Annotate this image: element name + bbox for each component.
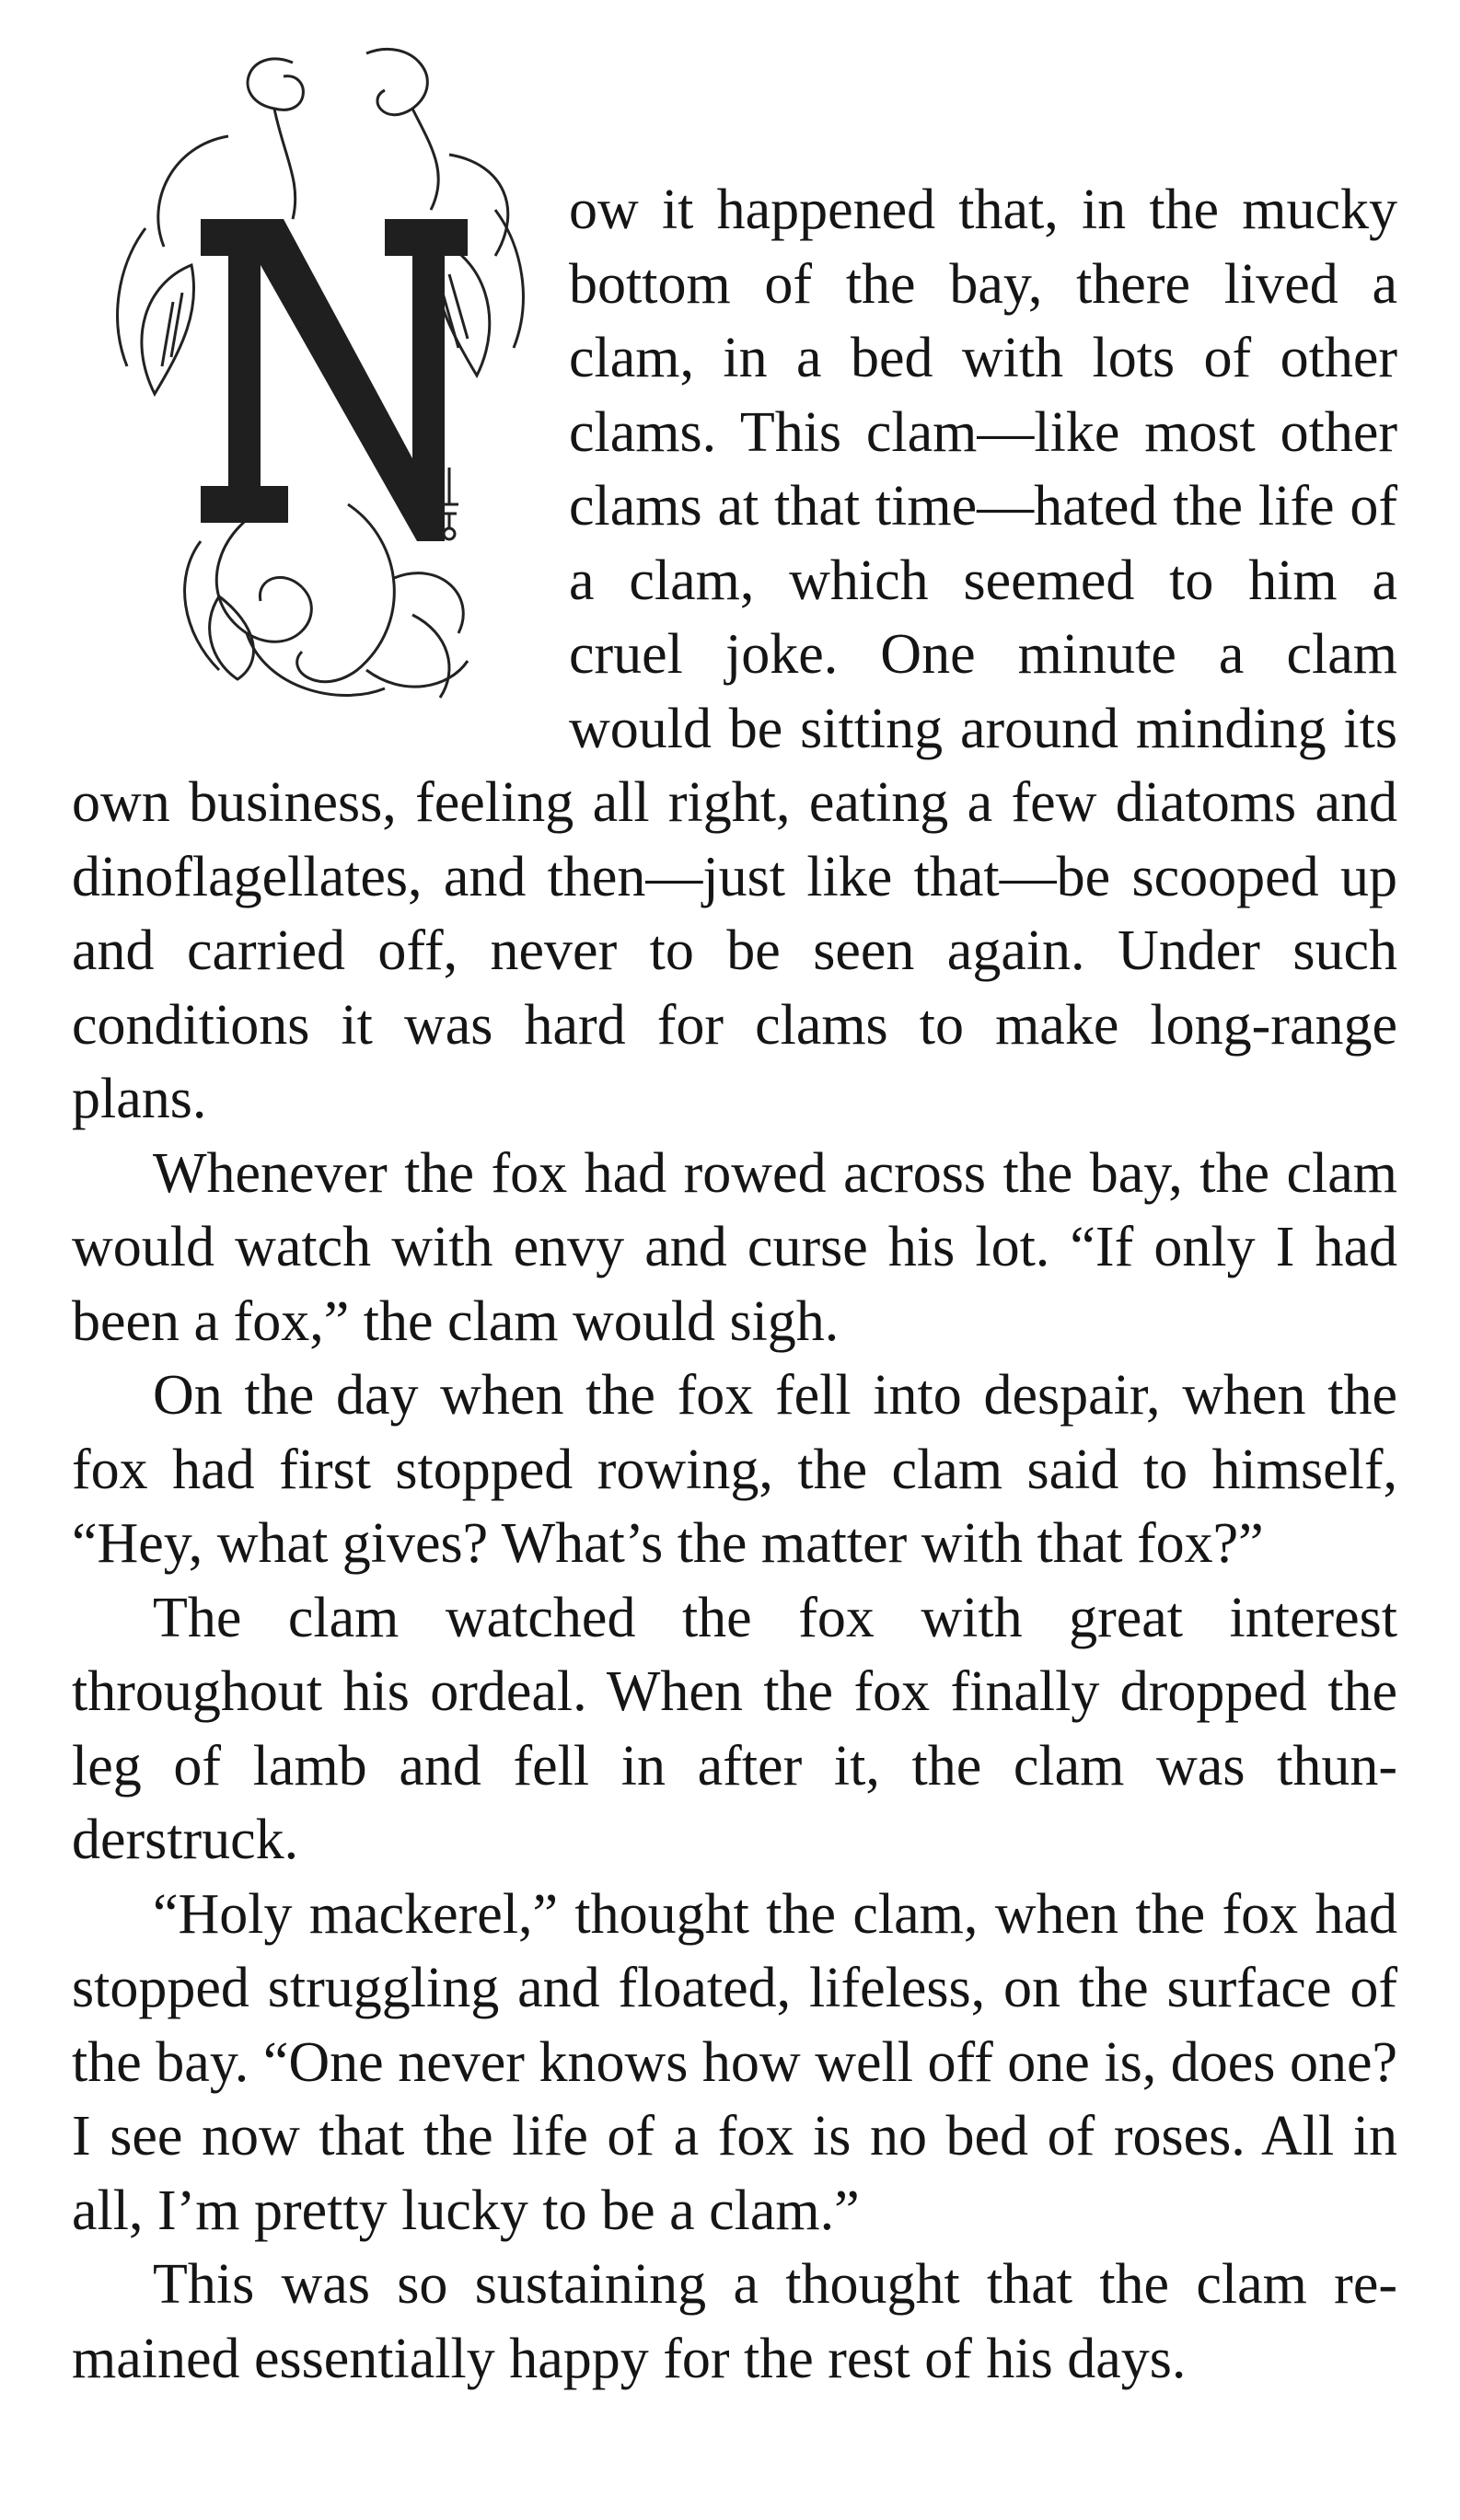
story-text: [72, 173, 1397, 2396]
paragraph-4: The clam watched the fox with great interest throughout his ordeal. When the fox finally dropped the leg of lamb and fell in after it, the clam was thunderstruck.: [72, 1586, 1397, 1871]
ornamental-initial-n-icon: [63, 26, 541, 744]
paragraph-6: This was so sustaining a thought that the clam remained essentially happy for the rest of his days.: [72, 2253, 1397, 2390]
paragraph-3: On the day when the fox fell into despair, when the fox had first stopped rowing, the clam said to himself, “Hey, what gives? What’s the matter with that fox?”: [72, 1364, 1397, 1575]
paragraph-5: “Holy mackerel,” thought the clam, when the fox had stopped struggling and floated, lifeless, on the surface of the bay. “One never knows how well off one is, does one? I see now that the life of a fox is no bed of roses. All in all, I’m pretty lucky to be a clam.”: [72, 1882, 1397, 2242]
paragraph-2: Whenever the fox had rowed across the bay, the clam would watch with envy and curse his lot. “If only I had been a fox,” the clam would sigh.: [72, 1141, 1397, 1353]
paragraph-1: ow it happened that, in the mucky bottom of the bay, there lived a clam, in a bed with lots of other clams. This clam—like most other clams at that time—hated the life of a clam, which seemed to him a cruel joke. One minute a clam would be sitting around minding its own business, feeling all right, eating a few diatoms and dinoflagellates, and then—just like that—be scooped up and carried off, never to be seen again. Under such conditions it was hard for clams to make long-range plans.: [72, 179, 1397, 1130]
